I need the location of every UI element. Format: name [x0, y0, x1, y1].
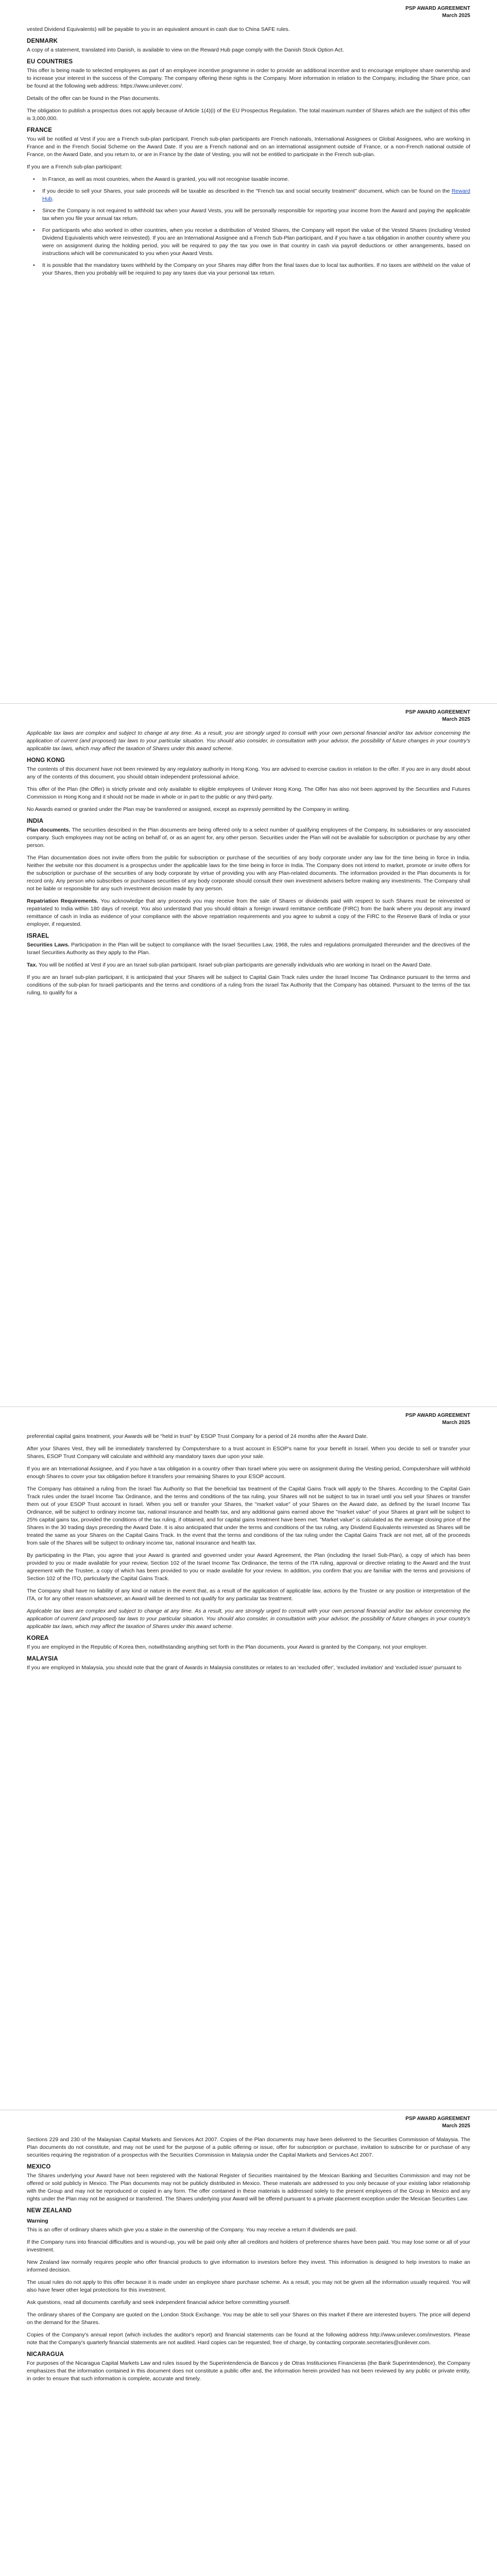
malaysia-paragraph-1: If you are employed in Malaysia, you should note that the grant of Awards in Malaysia constitutes or relates to an 'excluded offer', 'excluded invitation' and 'excluded issue' pursuant to — [27, 1665, 461, 1671]
run-in-heading: Tax. — [27, 962, 38, 968]
france-bullet: • Since the Company is not required to withhold tax when your Award Vests, you will be personally responsible for reporting your income from the Award and paying the applicable tax when you file your annual tax return. — [42, 207, 470, 223]
section-title-hong-kong: HONG KONG — [27, 757, 65, 764]
page-header — [27, 709, 470, 723]
header-title: PSP AWARD AGREEMENT — [405, 1413, 470, 1418]
reward-hub-link[interactable]: Reward Hub — [42, 188, 470, 202]
header-date: March 2025 — [442, 1420, 470, 1426]
document-page-4 — [0, 2110, 497, 2576]
document-page-2 — [0, 703, 497, 1406]
section-title-nicaragua: NICARAGUA — [27, 2351, 64, 2358]
header-date: March 2025 — [442, 717, 470, 722]
eu-paragraph-2: Details of the offer can be found in the Plan documents. — [27, 95, 160, 101]
france-bullet: • For participants who also worked in other countries, when you receive a distribution of Vested Shares, the Company will report the value of the Vested Shares (including Vested Dividend Equivalents which were reinvested). If you are an International Assignee and a French Sub-Plan participant, and if you have a tax obligation in another country where you were on assignment during the holding period, you will be required to pay the tax you owe in that country in cash via payroll deductions or other arrangements, based on instructions which will be communicated to you when your Award Vests. — [42, 227, 470, 258]
tax-disclaimer: Applicable tax laws are complex and subject to change at any time. As a result, you are strongly urged to consult with your own personal financial and/or tax advisor concerning the application of current (and proposed) tax laws to your particular situation. You should also consider, in consultation with your advisor, the possibility of future changes in your country's applicable tax laws, which may affect the taxation of Shares under this award scheme. — [27, 730, 470, 752]
hk-paragraph-2: This offer of the Plan (the Offer) is strictly private and only available to eligible employees of Unilever Hong Kong. The Offer has also not been approved by the Securities and Futures Commission in Hong Kong and it should not be made in whole or in part to the public or any third-party. — [27, 786, 470, 800]
section-title-mexico: MEXICO — [27, 2164, 51, 2170]
israel-paragraph-6: If you are an International Assignee, and if you have a tax obligation in a country other than Israel where you were on assignment during the Vesting period, Computershare will withhold enough Shares to cover your tax obligation before it transfers your remaining Shares to your ESOP account. — [27, 1466, 470, 1480]
india-paragraph-1 — [27, 826, 470, 850]
france-bullet: • In France, as well as most countries, when the Award is granted, you will not recognise taxable income. — [42, 176, 470, 183]
page-header — [27, 5, 470, 20]
israel-paragraph-2 — [27, 961, 470, 969]
section-title-new-zealand: NEW ZEALAND — [27, 2208, 72, 2214]
nicaragua-paragraph: For purposes of the Nicaragua Capital Markets Law and rules issued by the Superintendencia de Bancos y de Otras Instituciones Financieras (the Bank Superintendence), the Company emphasizes that the information contained in this document does not constitute a public offer and, the information herein provided has not been reviewed by any public or private entity, in order to ensure that such information is complete, accurate and timely. — [27, 2360, 470, 2382]
israel-paragraph-9: The Company shall have no liability of any kind or nature in the event that, as a result of the application of applicable law, actions by the Trustee or any position or interpretation of the ITA, or for any other reason whatsoever, an Award will be deemed to not qualify for any particular tax treatment. — [27, 1588, 470, 1602]
india-paragraph-3 — [27, 897, 470, 928]
section-title-denmark: DENMARK — [27, 38, 58, 44]
eu-paragraph-1: This offer is being made to selected employees as part of an employee incentive programme in order to provide an additional incentive and to encourage employee share ownership and to increase your interest in the success of the Company. The company offering these rights is the Company. More information in relation to the Company, including the Share price, can be found at the following web address: https://www.unilever.com/. — [27, 67, 470, 89]
france-bullet-list — [27, 176, 470, 277]
hk-paragraph-3: No Awards earned or granted under the Plan may be transferred or assigned, except as expressly permitted by the Company in writing. — [27, 806, 350, 812]
header-date: March 2025 — [442, 2123, 470, 2129]
france-bullet: • If you decide to sell your Shares, your sale proceeds will be taxable as described in the "French tax and social security treatment" document, which can be found on the Reward Hub. — [42, 188, 470, 203]
israel-paragraph-3: If you are an Israel sub-plan participant, it is anticipated that your Shares will be subject to Capital Gain Track rules under the Israel Income Tax Ordinance pursuant to the terms and conditions of the sub-plan for Israeli participants and the terms and conditions of a ruling from the Israel Tax Authority that the Company has obtained. Pursuant to the terms of the tax ruling, to qualify for a — [27, 974, 470, 996]
page-header — [27, 2115, 470, 2130]
france-paragraph-2: If you are a French sub-plan participant: — [27, 164, 123, 170]
header-title: PSP AWARD AGREEMENT — [405, 709, 470, 715]
section-title-korea: KOREA — [27, 1635, 49, 1641]
header-title: PSP AWARD AGREEMENT — [405, 6, 470, 11]
run-in-heading: Repatriation Requirements. — [27, 898, 98, 904]
tax-disclaimer: Applicable tax laws are complex and subject to change at any time. As a result, you are strongly urged to consult with your own personal financial and/or tax advisor concerning the application of current (and proposed) tax laws to your particular situation. You should also consider, in consultation with your advisor, the possibility of future changes in your country's applicable tax laws, which may affect the taxation of Shares under this award scheme. — [27, 1608, 470, 1630]
nz-warning-heading: Warning — [27, 2218, 48, 2224]
israel-text: Participation in the Plan will be subject to compliance with the Israel Securities Law, 1968, the rules and regulations promulgated thereunder and the directives of the Israel Securities Authority as they apply to the Plan. — [27, 942, 471, 956]
china-continuation: vested Dividend Equivalents) will be payable to you in an equivalent amount in cash due to China SAFE rules. — [27, 26, 290, 32]
hk-paragraph-1: The contents of this document have not been reviewed by any regulatory authority in Hong Kong. You are advised to exercise caution in relation to the offer. If you are in any doubt about any of the contents of this document, you should obtain independent professional advice. — [27, 766, 470, 780]
malaysia-paragraph-2: Sections 229 and 230 of the Malaysian Capital Markets and Services Act 2007. Copies of the Plan documents may have been delivered to the Securities Commission of Malaysia. The Plan documents do not constitute, and may not be used for the purpose of a public offering or issue, offer for subscription or purchase, invitation to subscribe for or purchase of any securities requiring the registration of a prospectus with the Securities Commission in Malaysia under the Capital Markets and Services Act 2007. — [27, 2137, 470, 2158]
section-title-india: INDIA — [27, 818, 44, 824]
france-paragraph-1: You will be notified at Vest if you are a French sub-plan participant. French sub-plan participants are French nationals, International Assignees or Global Assignees, who are working in France and in the French Social Scheme on the Award Date. If you are a French national and on an international assignment outside of France, or a non-French national outside of France, on the Award Date, and you return to, or are in France by the date of Vesting, you will not be entitled to participate in the French sub-plan. — [27, 136, 470, 158]
france-bullet-text: If you decide to sell your Shares, your sale proceeds will be taxable as described in the "French tax and social security treatment" document, which can be found on the — [42, 188, 450, 194]
nz-paragraph-6: The ordinary shares of the Company are quoted on the London Stock Exchange. You may be able to sell your Shares on this market if there are interested buyers. The price will depend on the demand for the Shares. — [27, 2312, 470, 2326]
mexico-paragraph: The Shares underlying your Award have not been registered with the National Register of Securities maintained by the Mexican Banking and Securities Commission and may not be offered or sold publicly in Mexico. The Plan documents may not be publicly distributed in Mexico. These materials are addressed to you only because of your existing labor relationship with the Group and may not be reproduced or copied in any form. The offer contained in these materials is addressed solely to the present employees of the Group in Mexico and any rights under the Plan may not be assigned or transferred. The Shares underlying your Award will be offered pursuant to a private placement exception under the Mexican Securities Law. — [27, 2173, 470, 2202]
india-text: You acknowledge that any proceeds you may receive from the sale of Shares or dividends paid with respect to such Shares must be reinvested or repatriated to India within 180 days of receipt. You also understand that you should obtain a foreign inward remittance certificate (FIRC) from the bank where you deposit any inward remittance of cash in India as evidence of your compliance with the above repatriation requirements and you agree to submit a copy of the FIRC to the Reserve Bank of India or your employer, if requested. — [27, 898, 470, 927]
document-page-3 — [0, 1406, 497, 2110]
page-header — [27, 1412, 470, 1427]
nz-paragraph-7: Copies of the Company's annual report (which includes the auditor's report) and financial statements can be found at the following address http://www.unilever.com/investors. Please note that the Company's quarterly financial statements are not audited. Hard copies can be requested, free of charge, by contacting corporate.secretaries@unilever.com. — [27, 2332, 470, 2346]
israel-paragraph-1 — [27, 941, 470, 957]
nz-paragraph-4: The usual rules do not apply to this offer because it is made under an employee share purchase scheme. As a result, you may not be given all the information usually required. You will also have fewer other legal protections for this investment. — [27, 2279, 470, 2293]
eu-paragraph-3: The obligation to publish a prospectus does not apply because of Article 1(4)(i) of the EU Prospectus Regulation. The total maximum number of Shares which are the subject of this offer is 3,000,000. — [27, 108, 470, 122]
israel-paragraph-4: preferential capital gains treatment, your Awards will be "held in trust" by ESOP Trust Company for a period of 24 months after the Award Date. — [27, 1433, 368, 1439]
nz-paragraph-5: Ask questions, read all documents carefully and seek independent financial advice before committing yourself. — [27, 2299, 290, 2306]
section-title-malaysia: MALAYSIA — [27, 1656, 58, 1662]
denmark-paragraph: A copy of a statement, translated into Danish, is available to view on the Reward Hub page comply with the Danish Stock Option Act. — [27, 47, 344, 53]
israel-paragraph-8: By participating in the Plan, you agree that your Award is granted and governed under your Award Agreement, the Plan (including the Israel Sub-Plan), a copy of which has been provided to you or made available for your review, Section 102 of the Israel Income Tax Ordinance, the terms of the ITA ruling, approval or directive relating to the Award and the trust agreement with the Trustee, a copy of which has been provided to you or made available for your review. In addition, you confirm that you are familiar with the terms and provisions of Section 102 of the ITO, particularly the Capital Gains Track. — [27, 1552, 470, 1582]
document-page-1 — [0, 0, 497, 703]
run-in-heading: Plan documents. — [27, 827, 71, 833]
section-title-israel: ISRAEL — [27, 933, 49, 939]
india-paragraph-2: The Plan documentation does not invite offers from the public for subscription or purchase of the securities of any body corporate under any law for the time being in force in India. Neither the website nor this document is a prospectus under the applicable laws for the time being in force in India. The Company does not intend to market, promote or invite offers for the subscription or purchase of the securities of any body corporate by virtue of providing you with any Plan-related documents. The information provided in the Plan documents is for record only. Any person who subscribes or purchases securities of any body corporate should consult their own investment advisers before making any investments. The Company shall not be liable or responsible for any such investment decision made by any person. — [27, 855, 470, 892]
israel-paragraph-5: After your Shares Vest, they will be immediately transferred by Computershare to a trust account in ESOP's name for your benefit in Israel. When you decide to sell or transfer your Shares, ESOP Trust Company will calculate and withhold any mandatory taxes due upon your sale. — [27, 1446, 470, 1460]
israel-text: You will be notified at Vest if you are an Israel sub-plan participant. Israel sub-plan participants are generally individuals who are working in Israel on the Award Date. — [38, 962, 432, 968]
france-bullet: • It is possible that the mandatory taxes withheld by the Company on your Shares may differ from the final taxes due to local tax authorities. If no taxes are withheld on the value of your Shares, then you probably will be required to pay any taxes due via your personal tax return. — [42, 262, 470, 277]
section-title-eu: EU COUNTRIES — [27, 59, 73, 65]
section-title-france: FRANCE — [27, 127, 53, 133]
run-in-heading: Securities Laws. — [27, 942, 70, 948]
header-title: PSP AWARD AGREEMENT — [405, 2116, 470, 2122]
india-text: The securities described in the Plan documents are being offered only to a select number of qualifying employees of the Company, its subsidiaries or any associated company. Such employees may not be acting on behalf of, or as an agent for, any other person. Securities under the Plan will not be available for subscription or purchase by any other person. — [27, 827, 471, 849]
israel-paragraph-7: The Company has obtained a ruling from the Israel Tax Authority so that the beneficial tax treatment of the Capital Gains Track will apply to the Shares. According to the Capital Gain Track rules under the Israel Income Tax Ordinance, and the terms and conditions of the tax ruling, your Shares will not be subject to tax in Israel until you sell your Shares or transfer them out of your ESOP Trust account in Israel. When you sell or transfer your Shares, the "market value" of your Shares on the Award date, as defined by the Israel Income Tax Ordinance, will be subject to ordinary income tax, national insurance and health tax, and any additional gains earned above the "market value" of your Shares at grant will be subject to 25% capital gains tax, provided the conditions of the tax ruling, if obtained, and for capital gains treatment have been met. "Market value" is calculated as the average closing price of the Shares in the 30 trading days preceding the Award Date. It is also anticipated that under the terms and conditions of the tax ruling, any Dividend Equivalents reinvested as Shares will be treated the same as your Shares on the Capital Gains Track. In the event that the terms and conditions of the tax ruling under the Capital Gains Track are not met, all of the proceeds from sale of the Shares will be subject to ordinary income tax, national insurance and health tax. — [27, 1486, 470, 1546]
header-date: March 2025 — [442, 13, 470, 19]
nz-paragraph-2: If the Company runs into financial difficulties and is wound-up, you will be paid only after all creditors and holders of preference shares have been paid. You may lose some or all of your investment. — [27, 2239, 470, 2253]
nz-paragraph-1: This is an offer of ordinary shares which give you a stake in the ownership of the Company. You may receive a return if dividends are paid. — [27, 2227, 357, 2233]
nz-paragraph-3: New Zealand law normally requires people who offer financial products to give information to investors before they invest. This information is designed to help investors to make an informed decision. — [27, 2259, 470, 2273]
korea-paragraph: If you are employed in the Republic of Korea then, notwithstanding anything set forth in the Plan documents, your Award is granted by the Company, not your employer. — [27, 1644, 427, 1650]
